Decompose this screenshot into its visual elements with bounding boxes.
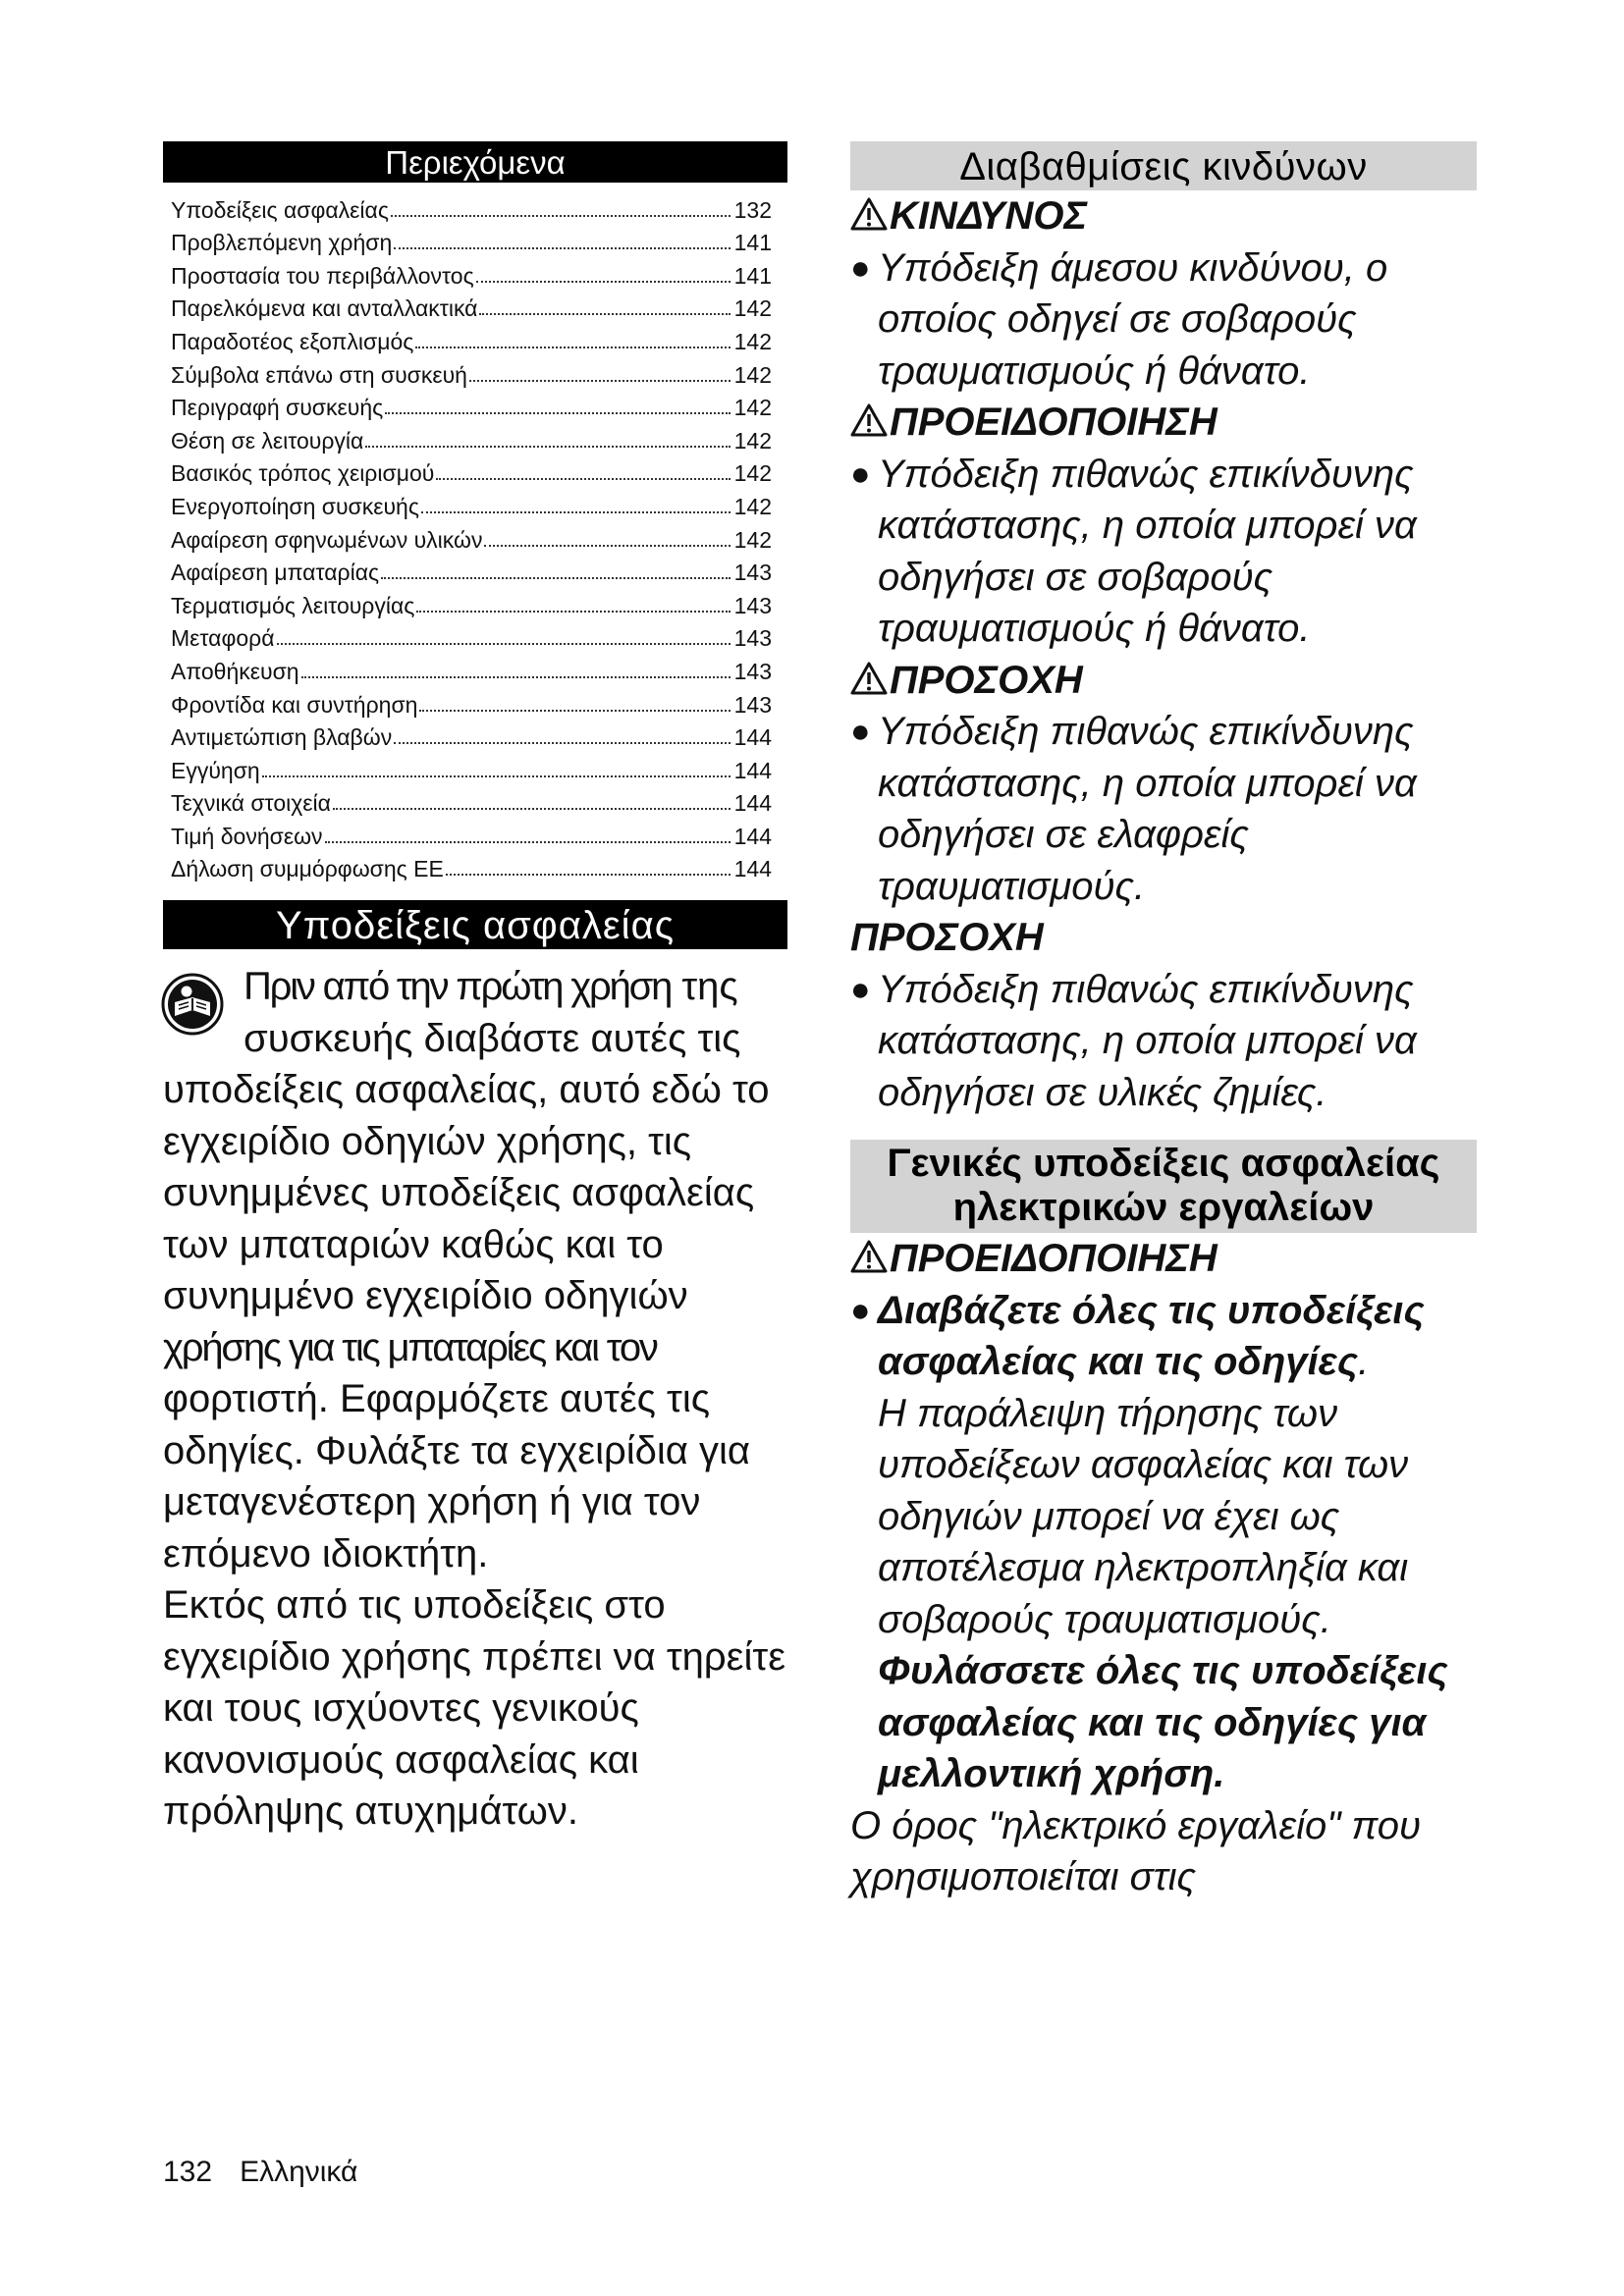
toc-leader-dots bbox=[394, 246, 730, 249]
signal-word: ΚΙΝΔΥΝΟΣ bbox=[850, 190, 1477, 242]
toc-leader-dots bbox=[479, 312, 730, 315]
toc-entry-title: Υποδείξεις ασφαλείας bbox=[171, 196, 389, 223]
toc-leader-dots bbox=[421, 510, 731, 513]
toc-leader-dots bbox=[446, 873, 731, 876]
toc-entry-title: Αντιμετώπιση βλαβών bbox=[171, 724, 393, 751]
signal-word: ΠΡΟΕΙΔΟΠΟΙΗΣΗ bbox=[850, 397, 1477, 449]
general-warning-text: ● Διαβάζετε όλες τις υποδείξεις ασφαλείας και τις οδηγίες. Η παράλειψη τήρησης των υποδείξεων ασφαλείας και των οδηγιών μπορεί να έχει ως αποτέλεσμα ηλεκτροπληξία και σοβαρούς τραυματισμούς. Φυλάσσετε όλες τις υποδείξεις ασφαλείας και τις οδηγίες για μελλοντική χρήση. bbox=[850, 1285, 1477, 1800]
toc-entry bbox=[171, 322, 772, 355]
toc-entry-page: 141 bbox=[733, 230, 772, 256]
signal-word: ΠΡΟΣΟΧΗ bbox=[850, 916, 1044, 959]
hazard-description: ● Υπόδειξη πιθανώς επικίνδυνης κατάστασης, η οποία μπορεί να οδηγήσει σε υλικές ζημίες. bbox=[850, 964, 1477, 1119]
toc-entry bbox=[171, 784, 772, 818]
toc-leader-dots bbox=[262, 774, 731, 777]
toc-entry bbox=[171, 652, 772, 685]
bullet-icon: ● bbox=[850, 1291, 871, 1329]
toc-entry-title: Αφαίρεση σφηνωμένων υλικών bbox=[171, 526, 483, 553]
toc-entry bbox=[171, 520, 772, 554]
footer-language: Ελληνικά bbox=[240, 2156, 358, 2188]
toc-entry-page: 142 bbox=[733, 328, 772, 354]
read-manual-icon bbox=[161, 973, 224, 1036]
toc-entry-page: 132 bbox=[733, 196, 772, 223]
intro-compact: χρήσης για τις μπαταρίες και τον bbox=[163, 1325, 657, 1369]
toc-entry-page: 142 bbox=[733, 526, 772, 553]
toc-leader-dots bbox=[394, 741, 730, 744]
toc-entry-page: 143 bbox=[733, 560, 772, 586]
hazard-description: ● Υπόδειξη άμεσου κινδύνου, ο οποίος οδηγεί σε σοβαρούς τραυματισμούς ή θάνατο. bbox=[850, 242, 1477, 398]
toc-entry bbox=[171, 487, 772, 520]
toc-entry-page: 142 bbox=[733, 427, 772, 454]
intro-part1: της συσκευής διαβάστε αυτές τις υποδείξεις ασφαλείας, αυτό εδώ το εγχειρίδιο οδηγιών χρήσης, τις συνημμένες υποδείξεις ασφαλείας των μπαταριών καθώς και το συνημμένο εγχειρίδιο οδηγιών bbox=[163, 965, 770, 1318]
toc-entry-title: Προστασία του περιβάλλοντος bbox=[171, 262, 474, 289]
toc-entry-title: Φροντίδα και συντήρηση bbox=[171, 691, 418, 718]
left-column bbox=[163, 141, 787, 1838]
toc-entry-title: Θέση σε λειτουργία bbox=[171, 427, 364, 454]
toc-entry-page: 144 bbox=[733, 856, 772, 882]
table-of-contents bbox=[171, 190, 772, 882]
toc-entry-page: 142 bbox=[733, 395, 772, 421]
toc-entry-title: Ενεργοποίηση συσκευής bbox=[171, 493, 419, 519]
safety-intro bbox=[163, 961, 787, 1838]
toc-entry-title: Τερματισμός λειτουργίας bbox=[171, 592, 415, 618]
power-tool-definition: Ο όρος "ηλεκτρικό εργαλείο" που χρησιμοποιείται στις bbox=[850, 1803, 1421, 1898]
toc-entry bbox=[171, 751, 772, 784]
hazard-description: ● Υπόδειξη πιθανώς επικίνδυνης κατάστασης, η οποία μπορεί να οδηγήσει σε ελαφρείς τραυματισμούς. bbox=[850, 706, 1477, 912]
bullet-icon: ● bbox=[850, 970, 871, 1008]
toc-leader-dots bbox=[301, 675, 731, 678]
toc-entry-title: Παραδοτέος εξοπλισμός bbox=[171, 328, 414, 354]
toc-entry-title: Αφαίρεση μπαταρίας bbox=[171, 560, 380, 586]
toc-entry bbox=[171, 290, 772, 323]
safety-paragraph-2: Εκτός από τις υποδείξεις στο εγχειρίδιο χρήσης πρέπει να τηρείτε και τους ισχύοντες γενικούς κανονισμούς ασφαλείας και πρόληψης ατυχημάτων. bbox=[163, 1583, 786, 1834]
toc-entry bbox=[171, 190, 772, 224]
signal-word: ΠΡΟΕΙΔΟΠΟΙΗΣΗ bbox=[850, 1233, 1477, 1285]
toc-entry-title: Αποθήκευση bbox=[171, 658, 299, 684]
toc-entry-title: Περιγραφή συσκευής bbox=[171, 395, 384, 421]
general-warning-consequence: Η παράλειψη τήρησης των υποδείξεων ασφαλείας και των οδηγιών μπορεί να έχει ως αποτέλεσμα ηλεκτροπληξία και σοβαρούς τραυματισμούς. bbox=[878, 1391, 1409, 1641]
hazard-level-caution bbox=[850, 655, 1477, 913]
toc-entry-page: 143 bbox=[733, 691, 772, 718]
toc-leader-dots bbox=[484, 544, 730, 547]
right-column bbox=[850, 141, 1477, 1903]
toc-entry-page: 142 bbox=[733, 361, 772, 388]
page-footer bbox=[163, 2156, 357, 2189]
toc-leader-dots bbox=[385, 411, 730, 414]
page-number: 132 bbox=[163, 2156, 213, 2188]
toc-entry bbox=[171, 554, 772, 587]
toc-entry-title: Μεταφορά bbox=[171, 625, 275, 652]
toc-entry bbox=[171, 421, 772, 454]
general-keep-instructions: Φυλάσσετε όλες τις υποδείξεις ασφαλείας και τις οδηγίες για μελλοντική χρήση. bbox=[878, 1649, 1448, 1795]
toc-entry bbox=[171, 685, 772, 719]
general-safety-heading: Γενικές υποδείξεις ασφαλείας ηλεκτρικών εργαλείων bbox=[850, 1140, 1477, 1233]
intro-lead: Πριν από την πρώτη χρήση bbox=[244, 965, 672, 1009]
toc-leader-dots bbox=[416, 610, 730, 613]
toc-entry-title: Σύμβολα επάνω στη συσκευή bbox=[171, 361, 467, 388]
toc-entry bbox=[171, 586, 772, 619]
toc-entry-title: Βασικός τρόπος χειρισμού bbox=[171, 460, 435, 487]
toc-entry-title: Προβλεπόμενη χρήση bbox=[171, 230, 393, 256]
bullet-icon: ● bbox=[850, 454, 871, 493]
toc-entry-title: Τιμή δονήσεων bbox=[171, 823, 323, 849]
toc-entry-page: 144 bbox=[733, 757, 772, 783]
toc-entry bbox=[171, 719, 772, 752]
toc-entry bbox=[171, 355, 772, 389]
toc-entry-page: 142 bbox=[733, 295, 772, 322]
toc-leader-dots bbox=[381, 576, 731, 579]
safety-heading: Υποδείξεις ασφαλείας bbox=[163, 900, 787, 949]
toc-entry-page: 142 bbox=[733, 493, 772, 519]
warning-triangle-icon bbox=[850, 403, 888, 437]
toc-leader-dots bbox=[469, 379, 731, 382]
toc-entry-page: 143 bbox=[733, 625, 772, 652]
toc-entry bbox=[171, 256, 772, 290]
warning-triangle-icon bbox=[850, 1240, 888, 1273]
warning-triangle-icon bbox=[850, 197, 888, 231]
hazard-level-notice bbox=[850, 912, 1477, 1118]
hazard-description: ● Υπόδειξη πιθανώς επικίνδυνης κατάστασης, η οποία μπορεί να οδηγήσει σε σοβαρούς τραυματισμούς ή θάνατο. bbox=[850, 449, 1477, 655]
intro-part2: φορτιστή. Εφαρμόζετε αυτές τις οδηγίες. Φυλάξτε τα εγχειρίδια για μεταγενέστερη χρήση ή για τον επόμενο ιδιοκτήτη. bbox=[163, 1377, 751, 1575]
toc-leader-dots bbox=[415, 346, 730, 348]
toc-entry bbox=[171, 389, 772, 422]
toc-leader-dots bbox=[365, 445, 730, 448]
toc-leader-dots bbox=[277, 642, 731, 645]
signal-word: ΠΡΟΣΟΧΗ bbox=[850, 655, 1477, 707]
toc-leader-dots bbox=[391, 214, 731, 217]
toc-heading: Περιεχόμενα bbox=[163, 141, 787, 183]
toc-entry-page: 143 bbox=[733, 592, 772, 618]
toc-entry-page: 144 bbox=[733, 724, 772, 751]
toc-entry-title: Παρελκόμενα και ανταλλακτικά bbox=[171, 295, 478, 322]
toc-entry-title: Εγγύηση bbox=[171, 757, 260, 783]
bullet-icon: ● bbox=[850, 248, 871, 287]
toc-entry-page: 141 bbox=[733, 262, 772, 289]
toc-entry bbox=[171, 454, 772, 488]
toc-entry-title: Τεχνικά στοιχεία bbox=[171, 790, 331, 817]
toc-leader-dots bbox=[419, 709, 730, 712]
hazard-level-danger bbox=[850, 190, 1477, 397]
toc-leader-dots bbox=[333, 807, 731, 810]
toc-entry-title: Δήλωση συμμόρφωσης ΕΕ bbox=[171, 856, 444, 882]
toc-entry-page: 144 bbox=[733, 823, 772, 849]
toc-leader-dots bbox=[436, 477, 730, 480]
toc-entry bbox=[171, 224, 772, 257]
toc-entry-page: 144 bbox=[733, 790, 772, 817]
toc-entry bbox=[171, 850, 772, 883]
toc-entry bbox=[171, 619, 772, 653]
bullet-icon: ● bbox=[850, 713, 871, 750]
toc-entry-page: 142 bbox=[733, 460, 772, 487]
hazard-level-warning bbox=[850, 397, 1477, 655]
toc-leader-dots bbox=[476, 280, 731, 283]
toc-entry-page: 143 bbox=[733, 658, 772, 684]
hazard-levels-heading: Διαβαθμίσεις κινδύνων bbox=[850, 141, 1477, 190]
warning-triangle-icon bbox=[850, 662, 888, 695]
toc-leader-dots bbox=[325, 840, 731, 843]
toc-entry bbox=[171, 817, 772, 850]
